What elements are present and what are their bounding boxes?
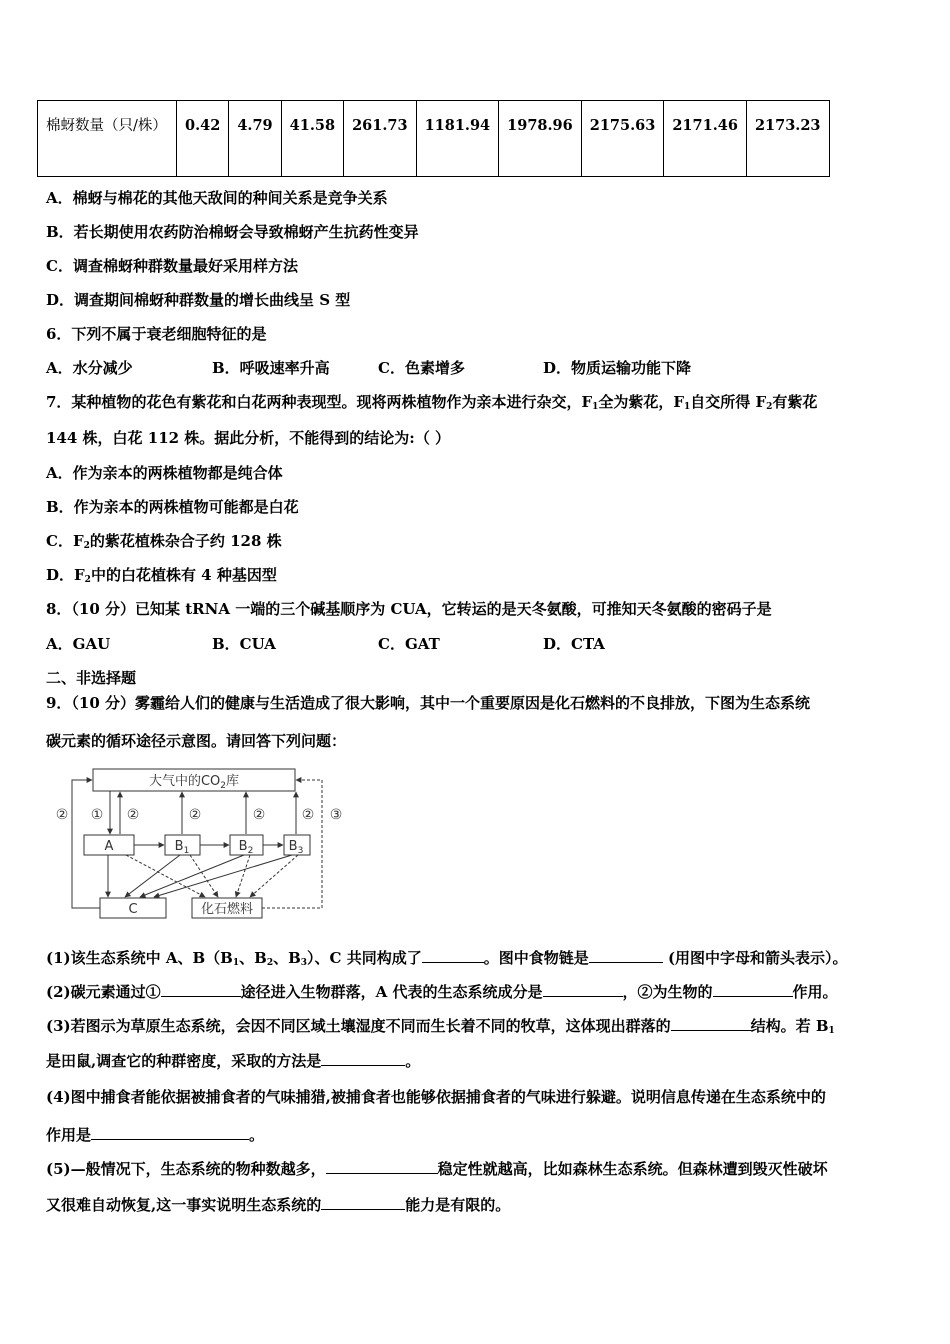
mark-1: ① [90,807,104,823]
q5-option-c: C．调查棉蚜种群数量最好采用样方法 [46,257,298,275]
arrow-c-to-atm [72,780,100,908]
table-cell: 1978.96 [499,101,582,177]
mark-2-b1: ② [188,807,202,823]
table-cell: 261.73 [344,101,417,177]
node-c-label: C [128,902,138,917]
fossil-fuel-label: 化石燃料 [200,902,254,917]
q9-part1: (1)该生态系统中 A、$B(B_1$、$B_2$、$B_3$）、C 共同构成了 。图中食物链是 (用图中字母和箭头表示）。 [46,949,848,968]
table-cell: 41.58 [281,101,343,177]
answer-blank[interactable] [91,1125,249,1140]
node-a-label: A [104,839,114,854]
arrow-b3-to-c [154,855,292,897]
answer-blank[interactable] [326,1159,438,1174]
q6-option-c: C．色素增多 [378,359,465,377]
q8-option-c: C．GAT [378,635,440,653]
q8-option-b: B．CUA [212,635,276,653]
q9-part2: (2)碳元素通过① 途径进入生物群落，A 代表的生态系统成分是 ，②为生物的 作用。 [46,983,838,1001]
q8-option-a: A．GAU [46,635,111,653]
q9-stem-line1: 9．（10 分）雾霾给人们的健康与生活造成了很大影响，其中一个重要原因是化石燃料的不良排放，下图为生态系统 [46,694,811,712]
mark-3: ③ [329,807,343,823]
q8-option-d: D．CTA [543,635,605,653]
q7-option-d: D．$F_2$中的白花植株有 4 种基因型 [46,566,277,585]
q7-option-a: A．作为亲本的两株植物都是纯合体 [46,464,283,482]
q6-option-a: A．水分减少 [46,359,133,377]
section-heading: 二、非选择题 [46,669,137,687]
q8-stem: 8．（10 分）已知某 tRNA 一端的三个碱基顺序为 CUA，它转运的是天冬氨酸，可推知天冬氨酸的密码子是 [46,600,772,618]
q9-part3-line1: (3)若图示为草原生态系统，会因不同区域土壤湿度不同而生长着不同的牧草，这体现出群落的 结构。若 $B_1$ [46,1017,835,1036]
aphid-count-table [37,100,830,177]
table-header-cell: 棉蚜数量（只/株） [38,101,177,177]
answer-blank[interactable] [161,982,241,997]
q5-option-a: A．棉蚜与棉花的其他天敌间的种间关系是竞争关系 [46,189,388,207]
answer-blank[interactable] [321,1051,405,1066]
q6-option-b: B．呼吸速率升高 [212,359,330,377]
mark-2-left: ② [55,807,69,823]
node-b1-label: $B_1$ [174,839,190,856]
answer-blank[interactable] [671,1016,751,1031]
q9-part4-line2: 作用是 。 [46,1126,265,1144]
q7-option-c: C．$F_2$的紫花植株杂合子约 128 株 [46,532,282,551]
q9-part5-line2: 又很难自动恢复,这一事实说明生态系统的 能力是有限的。 [46,1196,511,1214]
table-cell: 4.79 [229,101,281,177]
q7-stem-line1: 7．某种植物的花色有紫花和白花两种表现型。现将两株植物作为亲本进行杂交，$F_1$全为紫花，$F_1$自交所得 $F_2$有紫花 [46,393,818,412]
arrow-b2-to-fossil [236,855,250,897]
q7-stem-line2: 144 株，白花 112 株。据此分析，不能得到的结论为:（ ） [46,429,451,447]
q5-option-d: D．调查期间棉蚜种群数量的增长曲线呈 S 型 [46,291,351,309]
q7-option-b: B．作为亲本的两株植物可能都是白花 [46,498,299,516]
q9-part5-line1: (5)—般情况下，生态系统的物种数越多， 稳定性就越高，比如森林生态系统。但森林遭到毁灭性破坏 [46,1160,828,1178]
atmosphere-label: 大气中的$CO_2$库 [148,774,240,791]
table-cell: 2175.63 [581,101,664,177]
arrow-b3-to-fossil [250,855,298,897]
q9-part4-line1: (4)图中捕食者能依据被捕食者的气味捕猎,被捕食者也能够依据捕食者的气味进行躲避。说明信息传递在生态系统中的 [46,1088,826,1106]
answer-blank[interactable] [713,982,793,997]
table-row [38,101,830,177]
answer-blank[interactable] [543,982,623,997]
arrow-b1-to-c [125,855,180,897]
table-cell: 0.42 [177,101,229,177]
mark-2-a: ② [126,807,140,823]
table-cell: 1181.94 [416,101,499,177]
mark-2-b3: ② [301,807,315,823]
q6-option-d: D．物质运输功能下降 [543,359,692,377]
table-cell: 2171.46 [664,101,747,177]
node-b3-label: $B_3$ [288,839,304,856]
arrow-b2-to-c [140,855,244,897]
carbon-cycle-diagram [40,764,360,922]
answer-blank[interactable] [422,948,484,963]
q6-stem: 6．下列不属于衰老细胞特征的是 [46,325,267,343]
answer-blank[interactable] [589,948,663,963]
q9-stem-line2: 碳元素的循环途径示意图。请回答下列问题： [46,732,347,750]
node-b2-label: $B_2$ [238,839,254,856]
answer-blank[interactable] [321,1195,405,1210]
table-cell: 2173.23 [746,101,829,177]
q9-part3-line2: 是田鼠,调查它的种群密度，采取的方法是 。 [46,1052,421,1070]
mark-2-b2: ② [252,807,266,823]
q5-option-b: B．若长期使用农药防治棉蚜会导致棉蚜产生抗药性变异 [46,223,419,241]
